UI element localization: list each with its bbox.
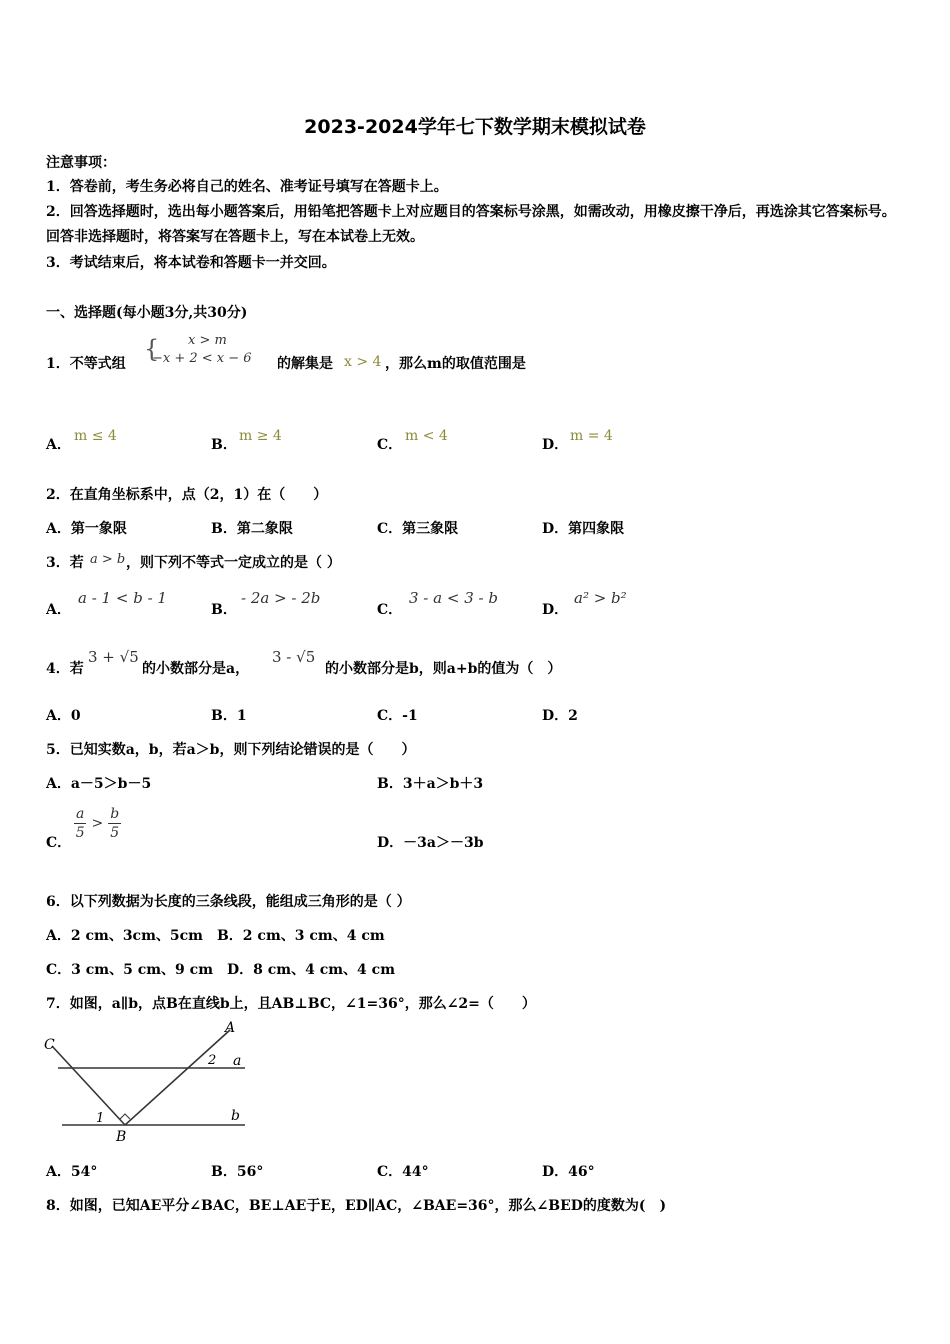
q5-frac-b: $\frac{b}{5}$ [110,806,120,841]
notice-item-2: 2．回答选择题时，选出每小题答案后，用铅笔把答题卡上对应题目的答案标号涂黑，如需改动，用橡皮擦干净后，再选涂其它答案标号。回答非选择题时，将答案写在答题卡上，写在本试卷上无效。 [46,204,896,245]
label-C: C [44,1037,55,1053]
q7-option-c: C．44° [377,1164,429,1180]
q3-suffix: ，则下列不等式一定成立的是（ ） [126,555,341,571]
q4-prefix: 4．若 [46,661,84,677]
q4-option-b: B．1 [211,708,247,724]
q5-option-b: B．3＋a＞b＋3 [377,776,484,792]
q1-brace: { [144,335,160,363]
q5-option-d: D．－3a＞－3b [377,835,484,851]
q1-prefix: 1．不等式组 [46,356,126,372]
q3-label-b: B． [211,602,237,618]
q2-option-a: A．第一象限 [46,521,127,537]
q1-option-a: m ≤ 4 [74,428,117,444]
q6-options-row1: A．2 cm、3cm、5cm B．2 cm、3 cm、4 cm [46,928,385,944]
q1-label-b: B． [211,437,237,453]
q3-option-b: - 2a > - 2b [241,589,321,607]
q3-option-c: 3 - a < 3 - b [409,589,498,607]
q2-option-d: D．第四象限 [542,521,625,537]
q5-stem: 5．已知实数a，b，若a＞b，则下列结论错误的是（ ） [46,742,416,758]
q7-stem: 7．如图，a∥b，点B在直线b上，且AB⊥BC，∠1=36°，那么∠2=（ ） [46,996,536,1012]
q8-stem: 8．如图，已知AE平分∠BAC，BE⊥AE于E，ED∥AC，∠BAE=36°，那么∠BED的度数为( ) [46,1198,667,1214]
label-a: a [233,1053,242,1069]
q6-options-row2: C．3 cm、5 cm、9 cm D．8 cm、4 cm、4 cm [46,962,396,978]
q1-sys-line2: −x + 2 < x − 6 [152,351,252,366]
q1-label-a: A． [46,437,71,453]
q3-prefix: 3．若 [46,555,84,571]
q7-option-b: B．56° [211,1164,264,1180]
segment-ba [125,1030,230,1125]
q3-label-d: D． [542,602,569,618]
q3-label-c: C． [377,602,403,618]
notice-item-3: 3．考试结束后，将本试卷和答题卡一并交回。 [46,255,336,271]
q2-option-c: C．第三象限 [377,521,459,537]
q1-option-d: m = 4 [570,428,613,444]
q3-option-d: a² > b² [574,589,627,607]
angle-1-label: 1 [96,1111,105,1126]
q5-option-c [74,805,121,842]
q1-option-b: m ≥ 4 [239,428,282,444]
q3-label-a: A． [46,602,71,618]
right-angle-mark [120,1114,130,1119]
q4-option-c: C．-1 [377,708,418,724]
q7-option-a: A．54° [46,1164,98,1180]
q3-option-a: a - 1 < b - 1 [78,589,167,607]
q3-condition: a > b [90,552,126,567]
q2-stem: 2．在直角坐标系中，点（2，1）在（ ） [46,487,328,503]
page-title: 2023-2024学年七下数学期末模拟试卷 [304,116,646,138]
q6-stem: 6．以下列数据为长度的三条线段，能组成三角形的是（ ） [46,894,411,910]
q5-option-a: A．a－5＞b－5 [46,776,152,792]
section-heading: 一、选择题(每小题3分,共30分) [46,305,248,321]
q1-label-c: C． [377,437,403,453]
q1-option-c: m < 4 [405,428,448,444]
q1-sys-line1: x > m [188,333,227,348]
q5-frac-rel: > [91,815,104,832]
label-B: B [116,1129,127,1145]
q1-label-d: D． [542,437,569,453]
notice-heading: 注意事项： [46,155,116,171]
q4-expr2: 3 - √5 [272,648,316,666]
q1-mid: 的解集是 [277,356,333,372]
segment-bc [52,1046,125,1125]
angle-2-label: 2 [208,1053,217,1068]
q7-option-d: D．46° [542,1164,595,1180]
q5-frac-a: $\frac{a}{5}$ [75,806,85,841]
label-b: b [231,1108,240,1124]
q1-solution: x > 4 [344,354,382,370]
q4-expr1: 3 + √5 [88,648,139,666]
label-A: A [225,1020,236,1036]
notice-item-1: 1．答卷前，考生务必将自己的姓名、准考证号填写在答题卡上。 [46,179,448,195]
q4-suffix: 的小数部分是b，则a+b的值为（ ） [325,661,562,677]
q1-suffix: ，那么m的取值范围是 [385,356,526,372]
q4-option-a: A．0 [46,708,81,724]
q2-option-b: B．第二象限 [211,521,293,537]
q7-figure [40,1018,260,1146]
q4-option-d: D．2 [542,708,578,724]
q1-system [142,333,272,371]
q5-option-c-label: C． [46,835,72,851]
q4-mid: 的小数部分是a， [142,661,250,677]
